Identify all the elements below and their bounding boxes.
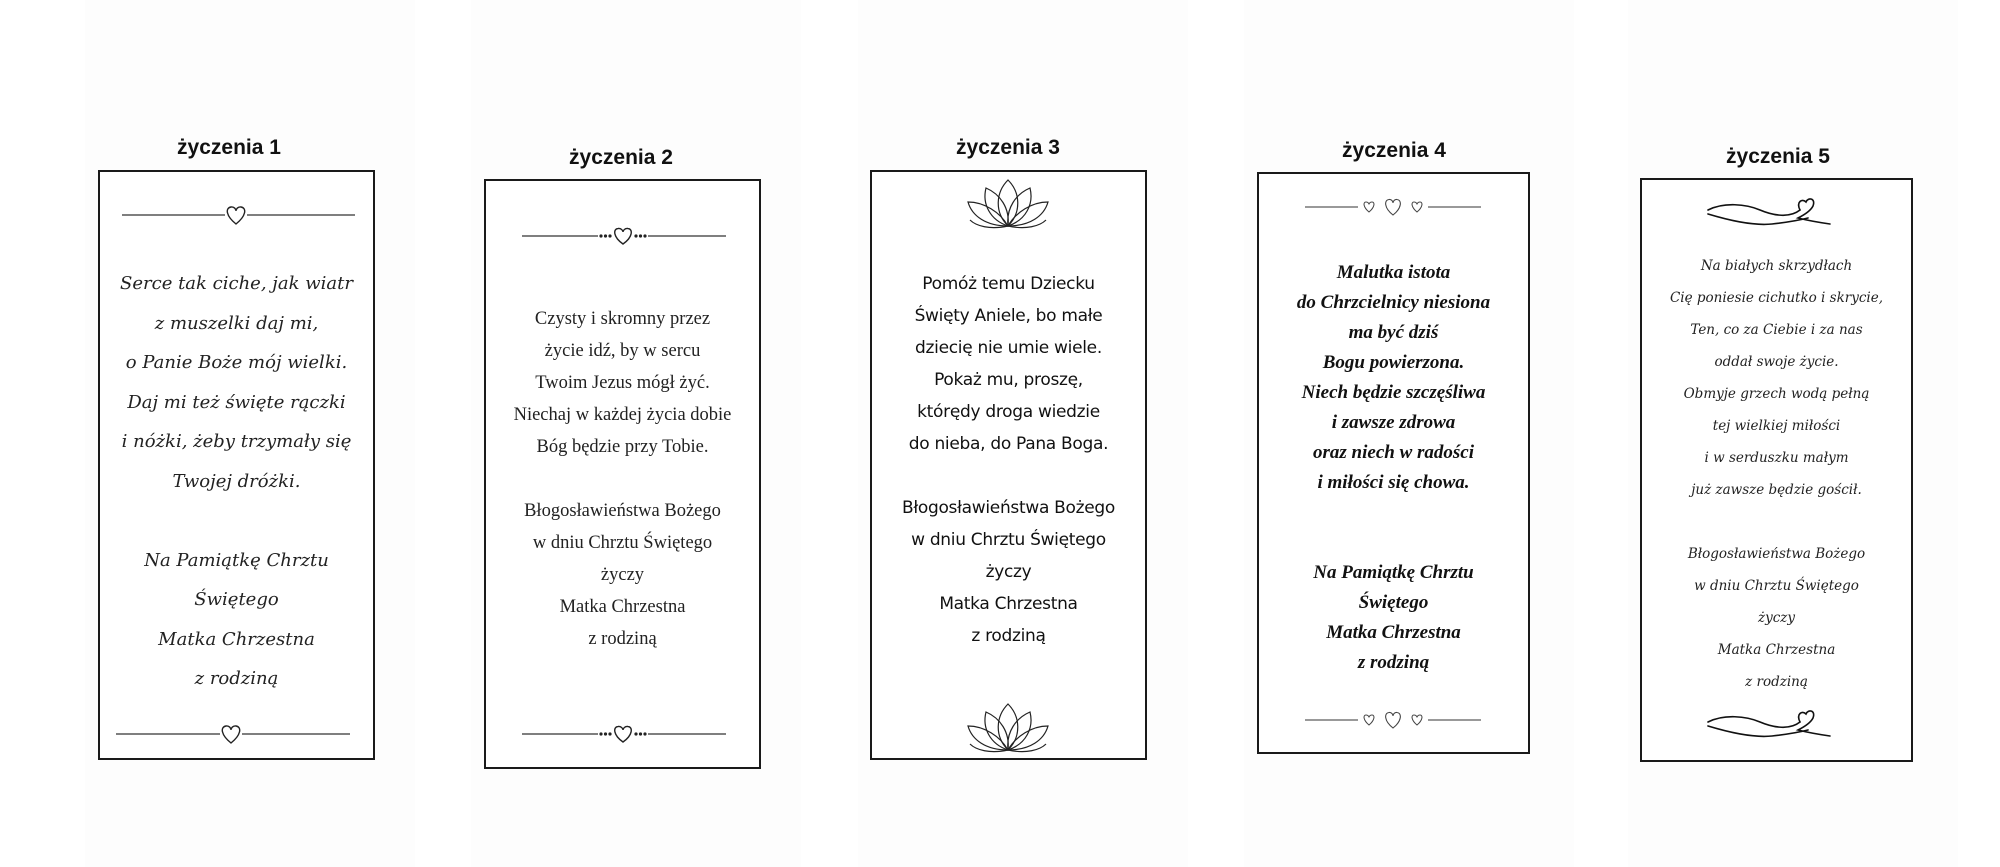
verse-line: Błogosławieństwa Bożego <box>1687 546 1866 562</box>
heart-divider-icon <box>100 202 373 228</box>
verse-line: już zawsze będzie gościł. <box>1691 482 1862 498</box>
verse-line: Cię poniesie cichutko i skrycie, <box>1669 290 1884 306</box>
card-5[interactable] <box>1640 178 1913 762</box>
card-2[interactable] <box>484 179 761 769</box>
card-2-verse <box>486 303 759 655</box>
verse-line: i miłości się chowa. <box>1317 472 1470 493</box>
verse-line: oddał swoje życie. <box>1714 354 1839 370</box>
heart-dots-divider-icon <box>486 722 759 746</box>
verse-line: Świętego <box>1358 592 1429 613</box>
verse-line: Twojej dróżki. <box>172 470 301 492</box>
verse-line: z muszelki daj mi, <box>154 312 319 334</box>
card-4[interactable] <box>1257 172 1530 754</box>
verse-line: Na Pamiątkę Chrztu <box>144 549 329 571</box>
verse-blank <box>1259 498 1528 558</box>
verse-blank <box>1642 506 1911 538</box>
card-4-title: życzenia 4 <box>1342 139 1446 162</box>
verse-blank <box>486 463 759 495</box>
verse-line: Pomóż temu Dziecku <box>922 274 1095 294</box>
verse-line: z rodziną <box>588 629 657 649</box>
card-1-title: życzenia 1 <box>177 136 281 159</box>
verse-line: życzy <box>600 565 645 585</box>
verse-line: Matka Chrzestna <box>158 628 315 650</box>
verse-line: z rodziną <box>194 668 279 689</box>
verse-line: w dniu Chrztu Świętego <box>911 530 1106 550</box>
verse-line: Świętego <box>194 589 279 610</box>
heart-dots-divider-icon <box>486 224 759 248</box>
verse-line: Na białych skrzydłach <box>1700 258 1853 274</box>
verse-line: Na Pamiątkę Chrztu <box>1313 562 1474 583</box>
card-5-verse <box>1642 250 1911 698</box>
heart-swirl-icon <box>1642 708 1911 742</box>
verse-line: ma być dziś <box>1348 322 1439 343</box>
card-3-verse <box>872 268 1145 652</box>
verse-line: życie idź, by w sercu <box>544 341 701 361</box>
card-1[interactable] <box>98 170 375 760</box>
card-3[interactable] <box>870 170 1147 760</box>
verse-line: w dniu Chrztu Świętego <box>1694 578 1859 594</box>
verse-line: i nóżki, żeby trzymały się <box>121 431 352 452</box>
card-1-verse <box>100 264 373 699</box>
verse-line: Obmyje grzech wodą pełną <box>1683 386 1870 402</box>
verse-line: Matka Chrzestna <box>1717 642 1836 658</box>
verse-line: życzy <box>1757 610 1796 626</box>
card-5-title: życzenia 5 <box>1726 145 1830 168</box>
verse-line: z rodziną <box>1357 652 1430 673</box>
verse-line: do nieba, do Pana Boga. <box>908 434 1109 454</box>
verse-blank <box>100 501 373 541</box>
verse-line: w dniu Chrztu Świętego <box>532 533 713 553</box>
verse-line: Twoim Jezus mógł żyć. <box>535 373 710 393</box>
verse-line: Daj mi też święte rączki <box>127 391 346 413</box>
verse-line: Bóg będzie przy Tobie. <box>536 437 709 457</box>
verse-line: Matka Chrzestna <box>559 597 686 617</box>
verse-line: Bogu powierzona. <box>1322 352 1465 373</box>
verse-line: tej wielkiej miłości <box>1712 418 1841 434</box>
card-2-title: życzenia 2 <box>569 146 673 169</box>
verse-line: którędy droga wiedzie <box>917 402 1100 422</box>
verse-line: do Chrzcielnicy niesiona <box>1296 292 1491 313</box>
verse-line: dziecię nie umie wiele. <box>915 338 1102 358</box>
hearts-divider-icon <box>1259 196 1528 218</box>
verse-line: Matka Chrzestna <box>1326 622 1461 643</box>
verse-line: Niech będzie szczęśliwa <box>1301 382 1486 403</box>
card-3-title: życzenia 3 <box>956 136 1060 159</box>
verse-line: o Panie Boże mój wielki. <box>125 352 348 373</box>
verse-line: Pokaż mu, proszę, <box>934 370 1083 390</box>
verse-line: z rodziną <box>1745 674 1808 690</box>
verse-line: Błogosławieństwa Bożego <box>524 501 721 521</box>
verse-line: Święty Aniele, bo małe <box>914 306 1103 326</box>
verse-line: oraz niech w radości <box>1313 442 1474 463</box>
verse-line: Ten, co za Ciebie i za nas <box>1690 322 1863 338</box>
verse-line: i zawsze zdrowa <box>1331 412 1456 433</box>
verse-line: Czysty i skromny przez <box>534 309 711 329</box>
heart-swirl-icon <box>1642 196 1911 230</box>
heart-divider-icon <box>100 721 373 747</box>
verse-line: życzy <box>985 562 1032 582</box>
lotus-icon <box>872 176 1145 232</box>
verse-line: Niechaj w każdej życia dobie <box>513 405 732 425</box>
verse-blank <box>872 460 1145 492</box>
verse-line: Matka Chrzestna <box>939 594 1078 614</box>
verse-line: Serce tak ciche, jak wiatr <box>120 273 353 294</box>
verse-line: i w serduszku małym <box>1704 450 1849 466</box>
verse-line: Błogosławieństwa Bożego <box>901 498 1116 518</box>
lotus-icon <box>872 700 1145 756</box>
verse-line: Malutka istota <box>1336 262 1451 283</box>
verse-line: z rodziną <box>971 626 1046 646</box>
card-4-verse <box>1259 258 1528 678</box>
hearts-divider-icon <box>1259 709 1528 731</box>
